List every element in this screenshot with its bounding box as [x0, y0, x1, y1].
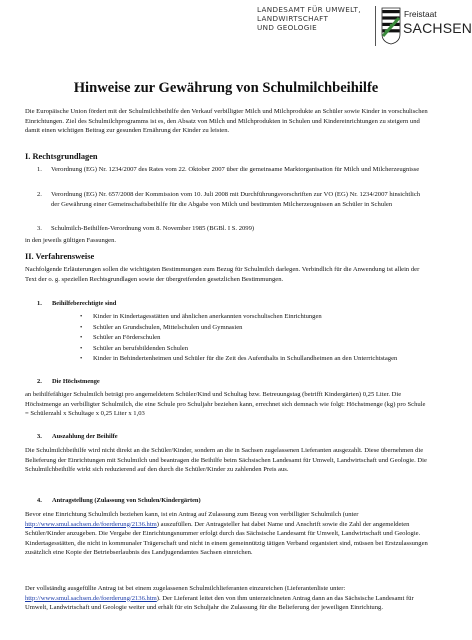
subsection-heading — [25, 433, 118, 440]
brand-sachsen: SACHSEN — [403, 20, 472, 36]
subsection-number: 2. — [37, 378, 42, 385]
text-run: ). Der Lieferant leitet den von ihm unterzeichneten Antrag dann an das Sächsische Landesamt für Umwelt, Landwirtschaft und Geologie weiter und erhält für ein Schuljahr die Zulassung für die Belieferung der jeweiligen Einrichtung. — [25, 594, 414, 612]
foerderung-link[interactable]: http://www.smul.sachsen.de/foerderung/2136.htm — [25, 520, 157, 528]
intro-paragraph: Die Europäische Union fördert mit der Schulmilchbeihilfe den Verkauf verbilligter Milch und Milchprodukte an Schüler sowie Kinder in vorschulischen Einrichtungen. Ziel des Schulmilchprogramms ist es, den Absatz von Milch und Milchprodukten in Schulen und Kindereinrichtungen zu steigern und damit einen wichtigen Beitrag zur gesunden Ernährung der Kinder zu leisten. — [25, 108, 428, 135]
list-item: • Schüler an Förderschulen — [80, 333, 410, 344]
subsection-title: Auszahlung der Beihilfe — [52, 433, 118, 440]
subsection-number: 1. — [37, 300, 42, 307]
list-item: • Schüler an berufsbildenden Schulen — [80, 344, 410, 355]
subsection-text — [25, 584, 430, 613]
ministry-line: LANDESAMT FÜR UMWELT, — [257, 5, 361, 14]
list-number: 3. — [37, 225, 42, 232]
subsection-number: 3. — [37, 433, 42, 440]
subsection-title: Beihilfeberechtigte sind — [52, 300, 117, 307]
list-item-text: Verordnung (EG) Nr. 657/2008 der Kommission vom 10. Juli 2008 mit Durchführungsvorschriften zur VO (EG) Nr. 1234/2007 hinsichtlich der Gewährung einer Gemeinschaftsbeihilfe für die Abgabe von Milch und bestimmten Milcherzeugnissen an Schüler in Schulen — [51, 191, 421, 208]
list-number: 1. — [37, 166, 42, 173]
list-item: • Kinder in Kindertagesstätten und ähnlichen anerkannten vorschulischen Einrichtungen — [80, 312, 410, 323]
subsection-title: Die Höchstmenge — [52, 378, 100, 385]
ministry-name — [257, 5, 367, 33]
ministry-line: LANDWIRTSCHAFT — [257, 14, 329, 24]
subsection-text: Die Schulmilchbeihilfe wird nicht direkt an die Schüler/Kinder, sondern an die in Sachsen zugelassenen Lieferanten ausgezahlt. Diese übernehmen die Belieferung der Einrichtungen mit Schulmilch und beantragen die Beihilfe beim Sächsischen Landesamt für Umwelt, Landwirtschaft und Geologie. Die Schulmilchbeihilfe wirkt sich reduzierend auf den durch die Schüler/Kinder zu zahlenden Preis aus. — [25, 447, 427, 474]
subsection-text: an beihilfefähiger Schulmilch beträgt pro angemeldetem Schüler/Kind und Schultag bzw. Betreuungstag (betrifft Kindergärten) 0,25 Liter. Die Höchstmenge an verbilligter Schulmilch, die eine Schule pro Schuljahr beziehen kann, errechnet sich demnach wie folgt: Höchstmenge (kg) pro Schule = Schülerzahl x Schultage x 0,25 Liter x 1,03 — [25, 391, 426, 418]
list-item: • Kinder in Behindertenheimen und Schüler für die Zeit des Aufenthalts in Schullandheimen an den Unterrichtstagen — [80, 354, 410, 365]
text-run: Der vollständig ausgefüllte Antrag ist bei einem zugelassenen Schulmilchlieferanten einzureichen (Lieferantenliste unter: — [25, 585, 346, 592]
supplier-list-link[interactable]: http://www.smul.sachsen.de/foerderung/2136.htm — [25, 594, 157, 602]
subsection-number: 4. — [37, 497, 42, 504]
saxony-crest-icon — [382, 8, 400, 44]
eligible-list — [80, 312, 410, 365]
subsection-heading — [25, 378, 100, 385]
list-item: • Schüler an Grundschulen, Mittelschulen und Gymnasien — [80, 323, 410, 334]
section-intro: Nachfolgende Erläuterungen sollen die wichtigsten Bestimmungen zum Bezug für Schulmilch darlegen. Verbindlich für die Anwendung ist allein der Text der o. g. speziellen Rechtsgrundlagen sowie der übergreifenden gesetzlichen Bestimmungen. — [25, 266, 420, 283]
text-run: Bevor eine Einrichtung Schulmilch beziehen kann, ist ein Antrag auf Zulassung zum Bezug von verbilligter Schulmilch (unter — [25, 511, 359, 518]
ministry-line: UND GEOLOGIE — [257, 23, 318, 33]
subsection-heading — [25, 300, 116, 307]
subsection-text — [25, 510, 430, 558]
section-footer-text: in den jeweils gültigen Fassungen. — [25, 237, 117, 244]
brand-freistaat: Freistaat — [404, 9, 437, 19]
list-item-text: Verordnung (EG) Nr. 1234/2007 des Rates vom 22. Oktober 2007 über die gemeinsame Marktorganisation für Milch und Milcherzeugnisse — [51, 166, 420, 173]
section-heading: I. Rechtsgrundlagen — [25, 152, 98, 161]
list-number: 2. — [37, 191, 42, 198]
document-title: Hinweise zur Gewährung von Schulmilchbeihilfe — [73, 80, 379, 96]
subsection-title: Antragstellung (Zulassung von Schulen/Kindergärten) — [52, 497, 201, 504]
subsection-heading — [25, 497, 201, 504]
list-item-text: Schulmilch-Beihilfen-Verordnung vom 8. November 1985 (BGBl. I S. 2099) — [51, 225, 255, 232]
text-run: ) auszufüllen. Der Antragsteller hat dabei Name und Anschrift sowie die Zahl der angemeldeten Schüler/Kinder anzugeben. Die Vergabe der Einrichtungsnummer erfolgt durch das Sächsische Landesamt für Umwelt, Landwirtschaft und Geologie. Kindertagesstätten, die nicht in kommunaler Trägerschaft und nicht in einem gemeinnützig tätigen Verband organisiert sind, müssen bei Erstzulassungen zusätzlich eine Kopie der Betriebserlaubnis des Landjugendamtes Sachsen einreichen. — [25, 520, 428, 557]
section-heading: II. Verfahrensweise — [25, 252, 95, 261]
header-divider — [375, 6, 376, 46]
